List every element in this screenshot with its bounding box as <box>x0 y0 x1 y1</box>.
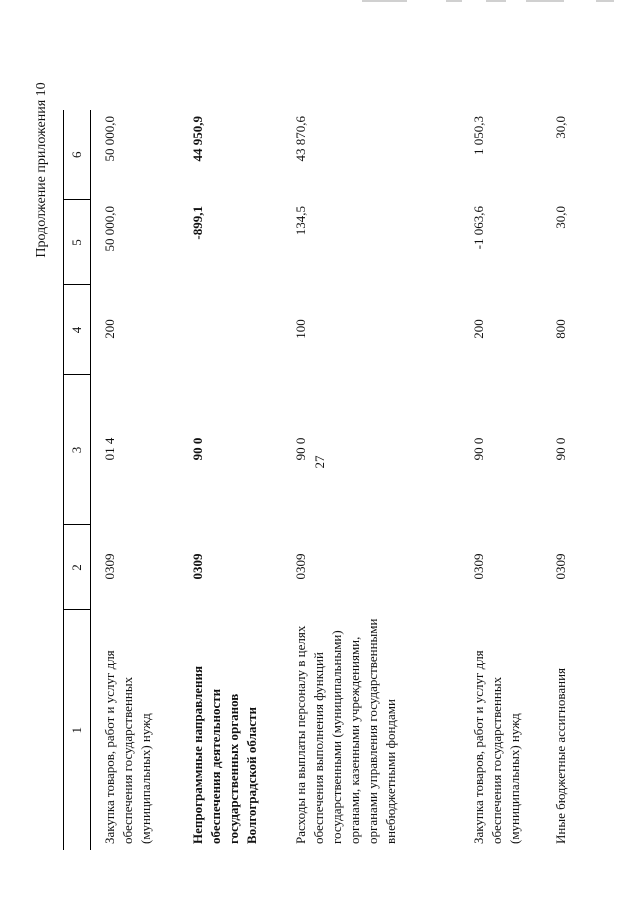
scan-artifact <box>446 0 462 2</box>
section-code: 0309 <box>293 553 308 580</box>
section-code: 0309 <box>471 553 486 580</box>
expense-type-code <box>179 285 282 375</box>
section-code: 0309 <box>553 553 568 580</box>
section-code: 0309 <box>190 553 205 580</box>
scan-artifact <box>596 0 614 2</box>
column-header: 2 <box>64 525 91 610</box>
row-name: Закупка товаров, работ и услуг для обеспечения государственных (муниципальных) нужд <box>471 650 522 844</box>
expense-type-code: 200 <box>102 319 117 339</box>
row-name: Закупка товаров, работ и услуг для обеспечения государственных (муниципальных) нужд <box>102 650 153 844</box>
budget-table <box>63 110 600 850</box>
total-amount: 1 050,3 <box>471 116 486 155</box>
rotated-table-container <box>63 110 568 850</box>
change-amount: 134,5 <box>293 206 308 236</box>
appendix-caption: Продолжение приложения 10 <box>34 82 49 258</box>
table-row <box>91 110 180 850</box>
program-code: 90 0 <box>471 437 486 461</box>
change-amount: -899,1 <box>190 206 205 240</box>
change-amount: -1 063,6 <box>471 206 486 250</box>
expense-type-code: 200 <box>471 319 486 339</box>
program-code: 90 0 <box>190 437 205 461</box>
column-header: 4 <box>64 285 91 375</box>
column-header: 6 <box>64 110 91 200</box>
table-row <box>460 110 542 850</box>
program-code: 01 4 <box>102 437 117 461</box>
page-number: 27 <box>312 455 327 469</box>
total-amount: 30,0 <box>553 116 568 139</box>
total-amount: 50 000,0 <box>102 116 117 162</box>
expense-type-code: 100 <box>293 319 308 339</box>
scan-artifact <box>362 0 407 2</box>
row-name: Расходы на выплаты персоналу в целях обеспечения выполнения функций государственными (муниципальными) органами, казенными учреждениями, органами управления государственными внебюджетными фондами <box>293 618 398 844</box>
table-row <box>542 110 600 850</box>
expense-type-code: 800 <box>553 319 568 339</box>
total-amount: 43 870,6 <box>293 116 308 162</box>
program-code: 90 0 <box>553 437 568 461</box>
change-amount: 50 000,0 <box>102 206 117 252</box>
scan-artifact <box>486 0 506 2</box>
table-row <box>282 110 460 850</box>
header-row <box>64 110 91 850</box>
total-amount: 44 950,9 <box>190 116 205 162</box>
column-header: 1 <box>64 610 91 850</box>
section-code: 0309 <box>102 553 117 580</box>
row-name: Непрограммные направления обеспечения деятельности государственных органов Волгоградской области <box>190 665 259 844</box>
scan-artifact <box>526 0 564 2</box>
column-header: 3 <box>64 375 91 525</box>
table-row <box>179 110 282 850</box>
row-name: Иные бюджетные ассигнования <box>553 667 568 844</box>
column-header: 5 <box>64 200 91 285</box>
change-amount: 30,0 <box>553 206 568 229</box>
program-code: 90 0 <box>293 437 308 461</box>
